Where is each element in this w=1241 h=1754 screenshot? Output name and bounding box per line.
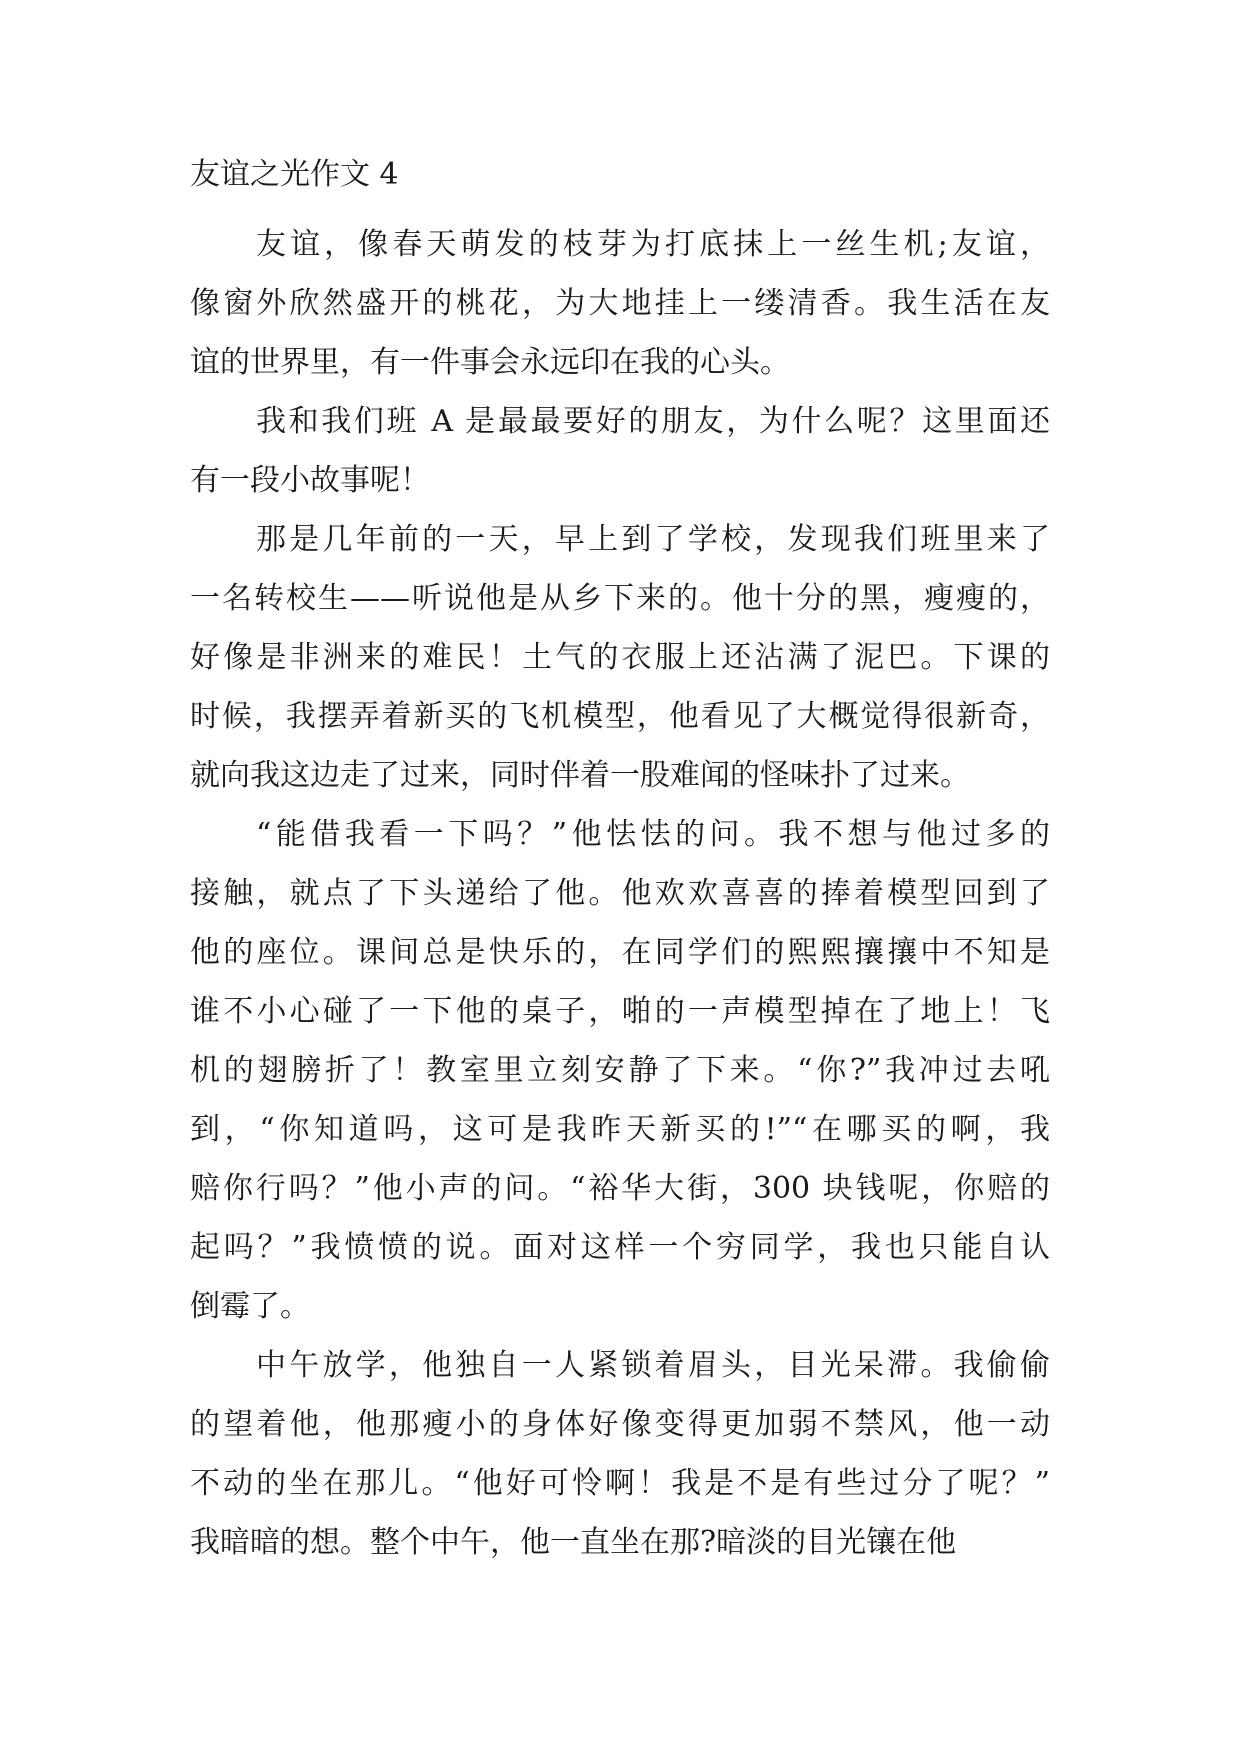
paragraph [190,510,1050,805]
text-line: 起吗？”我愤愤的说。面对这样一个穷同学，我也只能自认 [190,1230,1050,1265]
text-line: 一名转校生——听说他是从乡下来的。他十分的黑，瘦瘦的， [190,581,1050,616]
text-line: 我暗暗的想。整个中午，他一直坐在那?暗淡的目光镶在他 [190,1525,957,1560]
text-line: 时候，我摆弄着新买的飞机模型，他看见了大概觉得很新奇， [190,699,1050,734]
text-line: 他的座位。课间总是快乐的，在同学们的熙熙攘攘中不知是 [190,935,1050,970]
text-line: 倒霉了。 [190,1289,310,1324]
text-line: 友谊，像春天萌发的枝芽为打底抹上一丝生机;友谊， [256,227,1050,262]
essay-body [190,215,1050,1572]
text-line: 就向我这边走了过来，同时伴着一股难闻的怪味扑了过来。 [190,758,970,793]
text-line: 好像是非洲来的难民！土气的衣服上还沾满了泥巴。下课的 [190,640,1050,675]
text-line: 接触，就点了下头递给了他。他欢欢喜喜的捧着模型回到了 [190,876,1050,911]
text-line: 像窗外欣然盛开的桃花，为大地挂上一缕清香。我生活在友 [190,286,1050,321]
paragraph [190,392,1050,510]
document-title: 友谊之光作文 4 [190,157,399,192]
text-line: 有一段小故事呢！ [190,463,430,498]
paragraph [190,215,1050,392]
text-line: 我和我们班 A 是最最要好的朋友，为什么呢？这里面还 [256,404,1050,439]
text-line: 不动的坐在那儿。“他好可怜啊！我是不是有些过分了呢？” [190,1466,1050,1501]
text-line: “能借我看一下吗？”他怯怯的问。我不想与他过多的 [256,817,1050,852]
text-line: 谊的世界里，有一件事会永远印在我的心头。 [190,345,790,380]
text-line: 中午放学，他独自一人紧锁着眉头，目光呆滞。我偷偷 [256,1348,1050,1383]
text-line: 谁不小心碰了一下他的桌子，啪的一声模型掉在了地上！飞 [190,994,1050,1029]
text-line: 到，“你知道吗，这可是我昨天新买的!”“在哪买的啊，我 [190,1112,1050,1147]
paragraph [190,1336,1050,1572]
text-line: 的望着他，他那瘦小的身体好像变得更加弱不禁风，他一动 [190,1407,1050,1442]
text-line: 机的翅膀折了！教室里立刻安静了下来。“你?”我冲过去吼 [190,1053,1050,1088]
paragraph [190,805,1050,1336]
text-line: 那是几年前的一天，早上到了学校，发现我们班里来了 [256,522,1050,557]
text-line: 赔你行吗？”他小声的问。“裕华大街，300 块钱呢，你赔的 [190,1171,1050,1206]
